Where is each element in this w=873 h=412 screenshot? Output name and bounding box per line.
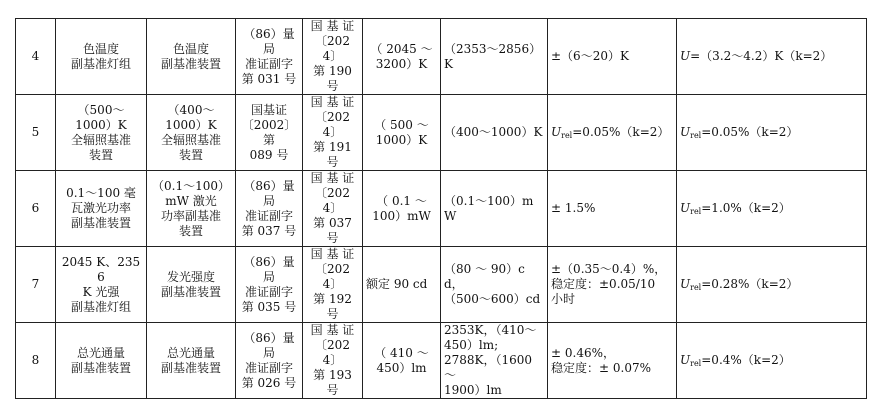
uncertainty-symbol: U [680, 277, 691, 291]
uncertainty-symbol: U [680, 49, 691, 63]
uncertainty-value: =0.4%（k=2） [701, 353, 791, 367]
standard-name: 0.1～100 毫 瓦激光功率 副基准装置 [56, 171, 147, 247]
spec-range: （0.1～100）mW [441, 171, 548, 247]
new-certificate: 国 基 证 〔2024〕 第 193 号 [303, 323, 363, 399]
spec-range: （2353～2856） K [441, 19, 548, 95]
accuracy-value: =0.05%（k=2） [572, 125, 670, 139]
uncertainty-symbol: U [680, 353, 691, 367]
accuracy-subscript: rel [561, 131, 573, 140]
new-certificate: 国 基 证 〔2024〕 第 190 号 [303, 19, 363, 95]
new-certificate: 国 基 证 〔2024〕 第 192 号 [303, 247, 363, 323]
spec-range: （400～1000）K [441, 95, 548, 171]
measurement-range: （ 410 ～ 450）lm [363, 323, 441, 399]
uncertainty-subscript: rel [690, 131, 702, 140]
table-row [16, 247, 867, 323]
device-name: （400～ 1000）K 全辐照基准 装置 [147, 95, 236, 171]
table-row [16, 323, 867, 399]
accuracy-symbol: U [551, 125, 562, 139]
uncertainty [677, 171, 867, 247]
uncertainty-subscript: rel [690, 359, 702, 368]
original-certificate: （86）量局 准证副字 第 026 号 [236, 323, 303, 399]
original-certificate: （86）量局 准证副字 第 031 号 [236, 19, 303, 95]
table-row [16, 171, 867, 247]
standard-name: 总光通量 副基准装置 [56, 323, 147, 399]
uncertainty-subscript: rel [690, 283, 702, 292]
device-name: 发光强度 副基准装置 [147, 247, 236, 323]
uncertainty-value: =（3.2～4.2）K（k=2） [690, 49, 833, 63]
row-number: 8 [16, 323, 56, 399]
new-certificate: 国 基 证 〔2024〕 第 037 号 [303, 171, 363, 247]
uncertainty-subscript: rel [690, 207, 702, 216]
measurement-range: （ 0.1 ～ 100）mW [363, 171, 441, 247]
uncertainty [677, 247, 867, 323]
accuracy [548, 95, 677, 171]
spec-range: （80 ～ 90）cd， （500～600）cd [441, 247, 548, 323]
standard-name: 色温度 副基准灯组 [56, 19, 147, 95]
original-certificate: 国基证 〔2002〕第 089 号 [236, 95, 303, 171]
row-number: 4 [16, 19, 56, 95]
uncertainty [677, 19, 867, 95]
uncertainty-value: =0.05%（k=2） [701, 125, 799, 139]
original-certificate: （86）量局 准证副字 第 037 号 [236, 171, 303, 247]
row-number: 5 [16, 95, 56, 171]
measurement-range: （ 2045 ～ 3200）K [363, 19, 441, 95]
table-row [16, 95, 867, 171]
uncertainty [677, 95, 867, 171]
accuracy: ± 1.5% [548, 171, 677, 247]
row-number: 7 [16, 247, 56, 323]
measurement-range: 额定 90 cd [363, 247, 441, 323]
table-row [16, 19, 867, 95]
standard-name: 2045 K、2356 K 光强 副基准灯组 [56, 247, 147, 323]
spec-range: 2353K，（410～ 450）lm; 2788K，（1600～ 1900）lm [441, 323, 548, 399]
original-certificate: （86）量局 准证副字 第 035 号 [236, 247, 303, 323]
uncertainty-symbol: U [680, 201, 691, 215]
new-certificate: 国 基 证 〔2024〕 第 191 号 [303, 95, 363, 171]
accuracy: ± 0.46%， 稳定度：± 0.07% [548, 323, 677, 399]
accuracy: ±（0.35～0.4）%， 稳定度：±0.05/10 小时 [548, 247, 677, 323]
uncertainty-symbol: U [680, 125, 691, 139]
accuracy: ±（6～20）K [548, 19, 677, 95]
uncertainty-value: =1.0%（k=2） [701, 201, 791, 215]
device-name: 色温度 副基准装置 [147, 19, 236, 95]
measurement-range: （ 500 ～ 1000）K [363, 95, 441, 171]
device-name: 总光通量 副基准装置 [147, 323, 236, 399]
row-number: 6 [16, 171, 56, 247]
standards-table [15, 18, 867, 399]
uncertainty [677, 323, 867, 399]
standard-name: （500～ 1000）K 全辐照基准 装置 [56, 95, 147, 171]
uncertainty-value: =0.28%（k=2） [701, 277, 799, 291]
device-name: （0.1～100） mW 激光 功率副基准 装置 [147, 171, 236, 247]
